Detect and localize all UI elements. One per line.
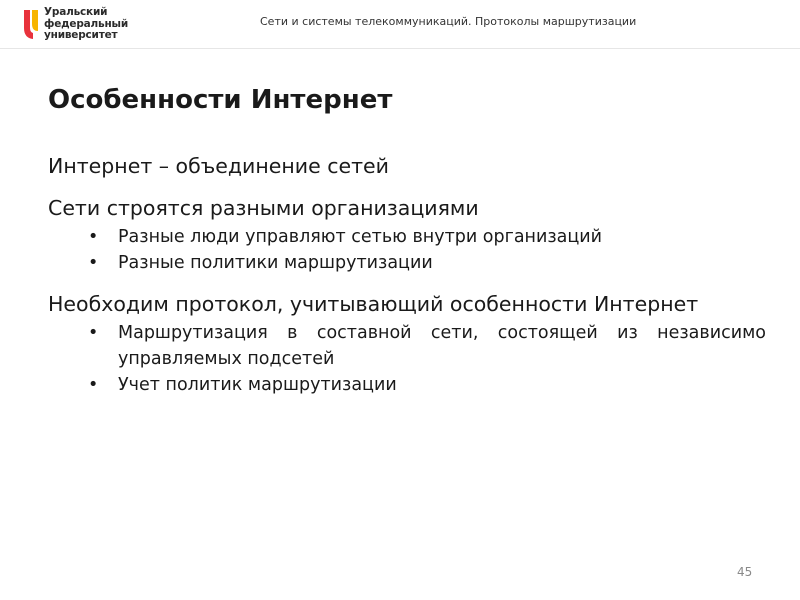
logo-line-2: федеральный (44, 17, 128, 30)
list-item-text: Маршрутизация в составной сети, состоящей из независимо управляемых подсетей (118, 323, 766, 369)
list-item-text: Разные политики маршрутизации (118, 253, 433, 273)
page-number: 45 (737, 565, 753, 579)
bullet-list (48, 224, 766, 276)
logo-line-3: университет (44, 29, 118, 41)
bullet-icon: • (88, 323, 99, 343)
bullet-icon: • (88, 375, 99, 395)
list-item (48, 320, 766, 372)
logo-line-1: Уральский (44, 6, 108, 18)
content-block-1 (48, 152, 766, 180)
logo-wordmark (44, 7, 128, 42)
list-item (48, 372, 766, 398)
list-item (48, 224, 766, 250)
list-item-text: Учет политик маршрутизации (118, 375, 397, 395)
university-logo (22, 6, 142, 44)
bullet-list (48, 320, 766, 398)
header-divider (0, 48, 800, 49)
list-item-text: Разные люди управляют сетью внутри организаций (118, 227, 603, 247)
list-item (48, 250, 766, 276)
slide-content (48, 152, 766, 412)
course-header-title: Сети и системы телекоммуникаций. Протоколы маршрутизации (260, 15, 637, 28)
bullet-icon: • (88, 253, 99, 273)
bullet-icon: • (88, 227, 99, 247)
block-heading: Сети строятся разными организациями (48, 196, 479, 220)
slide-title: Особенности Интернет (48, 85, 393, 115)
content-block-2 (48, 194, 766, 276)
block-heading: Интернет – объединение сетей (48, 154, 389, 178)
block-heading: Необходим протокол, учитывающий особенности Интернет (48, 292, 699, 316)
urfu-logo-icon (22, 8, 40, 42)
content-block-3 (48, 290, 766, 398)
